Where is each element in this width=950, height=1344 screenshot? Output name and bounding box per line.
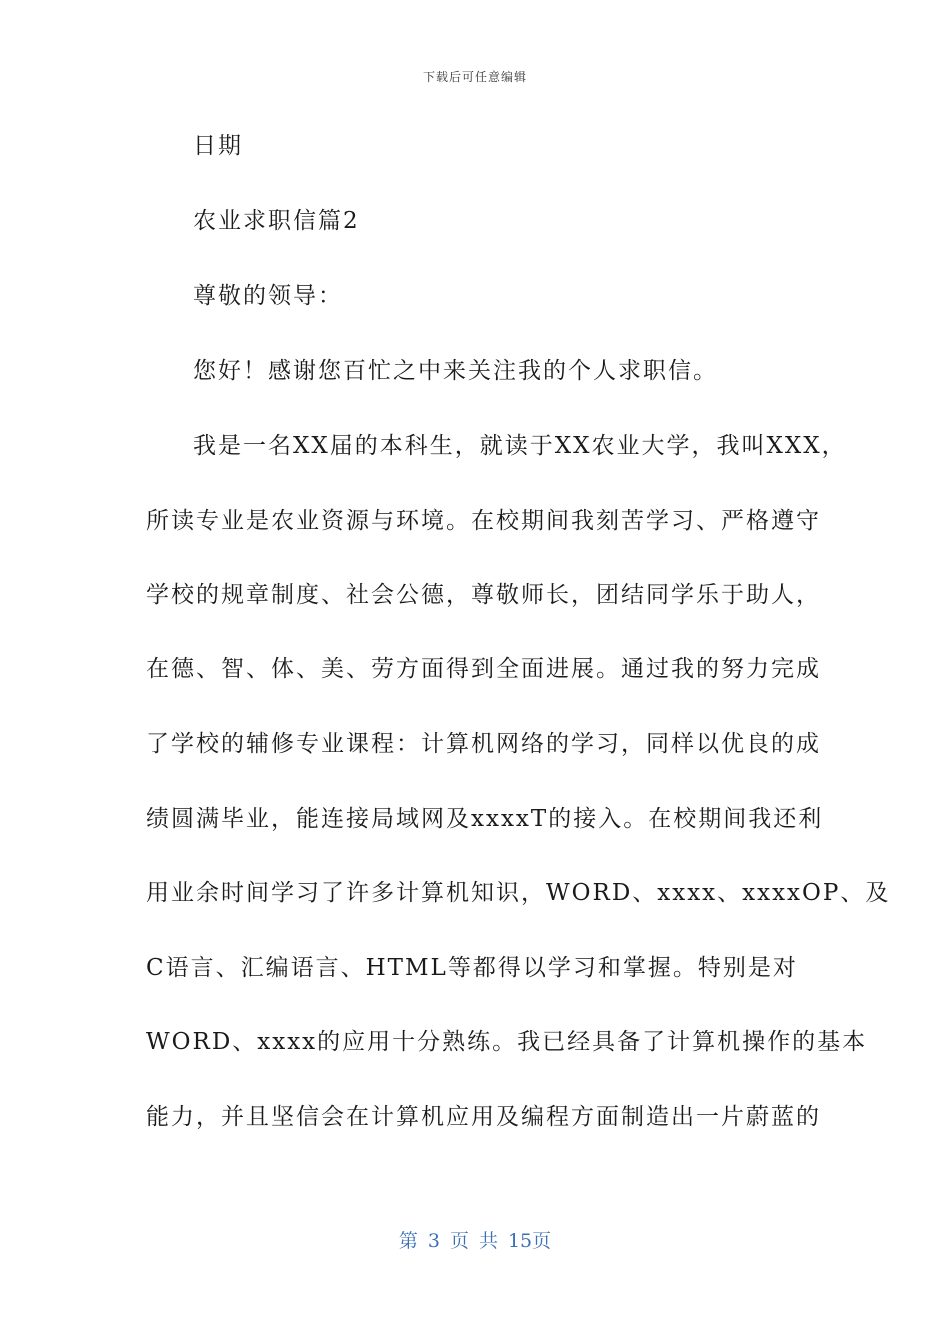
letter-title: 农业求职信篇2 <box>193 208 360 234</box>
page-indicator <box>0 1226 950 1253</box>
body-line: WORD、xxxx的应用十分熟练。我已经具备了计算机操作的基本 <box>146 1029 868 1055</box>
body-line: 学校的规章制度、社会公德，尊敬师长，团结同学乐于助人， <box>146 582 821 608</box>
body-line: 了学校的辅修专业课程：计算机网络的学习，同样以优良的成 <box>146 731 821 757</box>
current-page: 3 <box>427 1230 440 1252</box>
body-line: 我是一名XX届的本科生，就读于XX农业大学，我叫XXX， <box>193 433 847 459</box>
page-word: 页 <box>449 1230 469 1252</box>
total-pages: 15页 <box>507 1230 552 1252</box>
page-prefix: 第 <box>398 1230 418 1252</box>
body-line: C语言、汇编语言、HTML等都得以学习和掌握。特别是对 <box>146 955 798 981</box>
body-line: 在德、智、体、美、劳方面得到全面进展。通过我的努力完成 <box>146 656 821 682</box>
greeting-line: 您好！感谢您百忙之中来关注我的个人求职信。 <box>193 358 718 384</box>
body-line: 用业余时间学习了许多计算机知识，WORD、xxxx、xxxxOP、及 <box>146 880 891 906</box>
total-prefix: 共 <box>478 1230 498 1252</box>
body-line: 能力，并且坚信会在计算机应用及编程方面制造出一片蔚蓝的 <box>146 1104 821 1130</box>
body-line: 所读专业是农业资源与环境。在校期间我刻苦学习、严格遵守 <box>146 508 821 534</box>
salutation: 尊敬的领导： <box>193 283 343 309</box>
date-line: 日期 <box>193 133 243 159</box>
header-note: 下载后可任意编辑 <box>422 70 527 84</box>
body-line: 绩圆满毕业，能连接局域网及xxxxT的接入。在校期间我还利 <box>146 806 824 832</box>
